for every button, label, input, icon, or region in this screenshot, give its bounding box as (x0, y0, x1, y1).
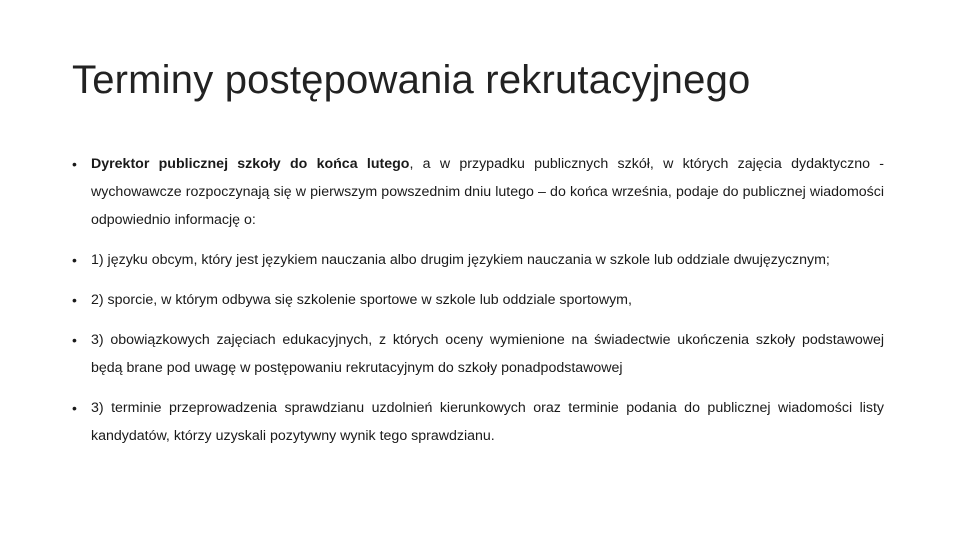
bullet-bold-text: Dyrektor publicznej szkoły do końca lutego (91, 156, 410, 172)
bullet-dot-icon: • (72, 156, 77, 172)
bullet-text: 3) obowiązkowych zajęciach edukacyjnych, z których oceny wymienione na świadectwie ukończenia szkoły podstawowej będą brane pod uwagę w postępowaniu rekrutacyjnym do szkoły ponadpodstawowej (91, 332, 884, 376)
bullet-item (72, 150, 884, 234)
bullet-text: 1) języku obcym, który jest językiem nauczania albo drugim językiem nauczania w szkole lub oddziale dwujęzycznym; (91, 252, 830, 268)
bullet-dot-icon: • (72, 400, 77, 416)
bullet-dot-icon: • (72, 292, 77, 308)
bullet-text: , a w przypadku publicznych szkół, w których zajęcia dydaktyczno -wychowawcze rozpoczynają się w pierwszym powszednim dniu lutego – do końca września, podaje do publicznej wiadomości odpowiednio informację o: (91, 156, 884, 228)
bullet-list (72, 150, 884, 462)
slide-title: Terminy postępowania rekrutacyjnego (72, 58, 751, 102)
bullet-dot-icon: • (72, 252, 77, 268)
bullet-dot-icon: • (72, 332, 77, 348)
bullet-item (72, 394, 884, 450)
bullet-item (72, 286, 884, 314)
bullet-item (72, 246, 884, 274)
bullet-item (72, 326, 884, 382)
bullet-text: 3) terminie przeprowadzenia sprawdzianu uzdolnień kierunkowych oraz terminie podania do publicznej wiadomości listy kandydatów, którzy uzyskali pozytywny wynik tego sprawdzianu. (91, 400, 884, 444)
bullet-text: 2) sporcie, w którym odbywa się szkolenie sportowe w szkole lub oddziale sportowym, (91, 292, 632, 308)
